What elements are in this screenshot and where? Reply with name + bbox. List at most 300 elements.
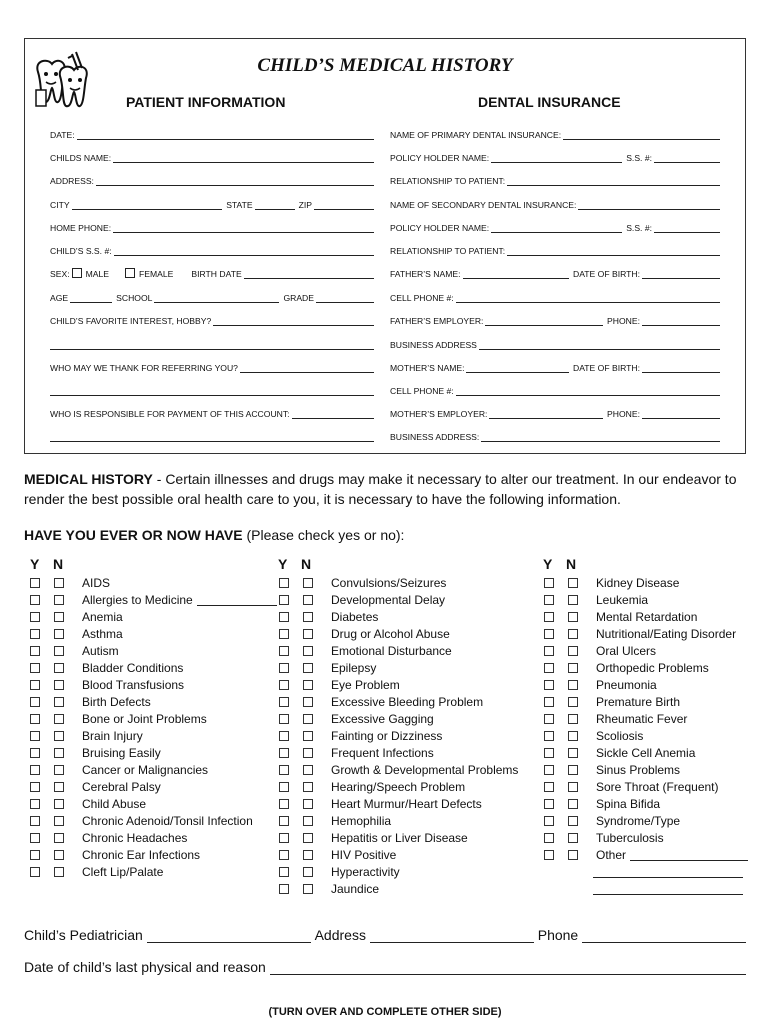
city-label: CITY [50,200,70,210]
condition-label: Chronic Ear Infections [82,847,201,862]
condition-item [544,642,748,659]
condition-item [30,608,277,625]
fathers-employer-field[interactable] [390,312,724,326]
phone-label: PHONE: [607,316,640,326]
fathers-name-field[interactable] [390,265,724,279]
yes-checkbox[interactable] [544,697,554,707]
condition-label: Bone or Joint Problems [82,711,207,726]
no-checkbox[interactable] [303,629,313,639]
no-checkbox[interactable] [54,867,64,877]
condition-item [544,676,748,693]
cell-label: CELL PHONE #: [390,293,454,303]
no-checkbox[interactable] [54,850,64,860]
business-address-label: BUSINESS ADDRESS: [390,432,480,442]
no-checkbox[interactable] [303,646,313,656]
condition-item [544,659,748,676]
no-checkbox[interactable] [568,850,578,860]
yes-checkbox[interactable] [544,595,554,605]
no-checkbox[interactable] [303,782,313,792]
condition-label: Asthma [82,626,123,641]
condition-label: Mental Retardation [596,609,698,624]
condition-item [279,812,518,829]
ss-label: S.S. #: [626,153,652,163]
no-checkbox[interactable] [303,748,313,758]
yes-checkbox[interactable] [279,629,289,639]
policy-holder-label: POLICY HOLDER NAME: [390,153,490,163]
no-checkbox[interactable] [303,884,313,894]
condition-label: Diabetes [331,609,379,624]
write-in-line[interactable] [197,594,277,606]
policy-holder-1-field[interactable] [390,149,724,163]
female-checkbox[interactable] [125,268,135,278]
no-checkbox[interactable] [54,782,64,792]
yes-checkbox[interactable] [279,833,289,843]
yn-header-1: Y N [30,556,64,572]
condition-label: Anemia [82,609,123,624]
address-label: Address [314,927,366,943]
condition-label: Fainting or Dizziness [331,728,443,743]
yes-checkbox[interactable] [279,680,289,690]
referring-field[interactable] [50,359,378,373]
no-checkbox[interactable] [568,765,578,775]
no-checkbox[interactable] [568,748,578,758]
no-checkbox[interactable] [568,731,578,741]
yes-checkbox[interactable] [544,799,554,809]
condition-label: HIV Positive [331,847,397,862]
condition-item [279,863,518,880]
no-checkbox[interactable] [568,680,578,690]
yes-checkbox[interactable] [544,782,554,792]
responsible-label: WHO IS RESPONSIBLE FOR PAYMENT OF THIS ACCOUNT: [50,409,290,419]
condition-label: Child Abuse [82,796,147,811]
condition-label: Autism [82,643,119,658]
yes-checkbox[interactable] [279,646,289,656]
yes-checkbox[interactable] [279,867,289,877]
relationship-label: RELATIONSHIP TO PATIENT: [390,176,506,186]
no-checkbox[interactable] [54,578,64,588]
condition-item [279,829,518,846]
interest-field[interactable] [50,312,378,326]
yes-checkbox[interactable] [30,714,40,724]
mothers-employer-label: MOTHER’S EMPLOYER: [390,409,488,419]
childs-ss-field[interactable] [50,242,378,256]
yes-checkbox[interactable] [544,816,554,826]
other-write-in-row[interactable] [544,863,748,880]
yes-checkbox[interactable] [30,816,40,826]
condition-item [279,659,518,676]
condition-label: Sinus Problems [596,762,681,777]
conditions-column-2 [279,574,518,897]
interest-line-2[interactable] [50,336,378,350]
check-question-bold: HAVE YOU EVER OR NOW HAVE [24,527,243,543]
condition-item [544,778,748,795]
conditions-column-1 [30,574,277,880]
condition-item [30,829,277,846]
turn-over-footer: (TURN OVER AND COMPLETE OTHER SIDE) [268,1006,502,1018]
condition-label: AIDS [82,575,111,590]
condition-label: Cerebral Palsy [82,779,161,794]
condition-label: Hearing/Speech Problem [331,779,466,794]
no-checkbox[interactable] [568,595,578,605]
state-label: STATE [226,200,253,210]
responsible-field[interactable] [50,405,378,419]
condition-label: Bladder Conditions [82,660,184,675]
condition-label: Pneumonia [596,677,657,692]
no-checkbox[interactable] [568,629,578,639]
yes-checkbox[interactable] [544,629,554,639]
no-checkbox[interactable] [303,663,313,673]
condition-label: Leukemia [596,592,649,607]
yes-checkbox[interactable] [279,714,289,724]
condition-item [544,812,748,829]
yes-checkbox[interactable] [279,731,289,741]
condition-label: Allergies to Medicine [82,592,193,607]
yes-checkbox[interactable] [30,612,40,622]
age-label: AGE [50,293,69,303]
yes-checkbox[interactable] [30,867,40,877]
pediatrician-address-line[interactable] [370,931,534,943]
condition-item [30,795,277,812]
yes-checkbox[interactable] [544,731,554,741]
yes-checkbox[interactable] [30,646,40,656]
mother-cell-field[interactable] [390,382,724,396]
yes-checkbox[interactable] [30,731,40,741]
home-phone-field[interactable] [50,219,378,233]
condition-item [279,778,518,795]
condition-item [279,880,518,897]
medical-history-intro [24,469,754,509]
write-in-line[interactable] [593,883,743,895]
no-checkbox[interactable] [568,612,578,622]
no-checkbox[interactable] [54,612,64,622]
birth-date-label: BIRTH DATE [191,269,242,279]
ss-label: S.S. #: [626,223,652,233]
no-checkbox[interactable] [54,731,64,741]
yn-header-3: Y N [543,556,577,572]
male-label: MALE [85,269,109,279]
condition-item [544,744,748,761]
mothers-name-label: MOTHER’S NAME: [390,363,465,373]
no-checkbox[interactable] [568,782,578,792]
school-label: SCHOOL [116,293,153,303]
interest-label: CHILD’S FAVORITE INTEREST, HOBBY? [50,316,212,326]
yes-checkbox[interactable] [544,714,554,724]
condition-item [544,693,748,710]
no-checkbox[interactable] [303,731,313,741]
condition-label: Kidney Disease [596,575,680,590]
referring-line-2[interactable] [50,382,378,396]
fathers-employer-label: FATHER’S EMPLOYER: [390,316,484,326]
condition-label: Other [596,847,627,862]
condition-label: Blood Transfusions [82,677,185,692]
childs-ss-label: CHILD’S S.S. #: [50,246,112,256]
last-physical-line[interactable] [270,963,746,975]
home-phone-label: HOME PHONE: [50,223,112,233]
sex-label: SEX: [50,269,70,279]
pediatrician-line[interactable] [147,931,311,943]
patient-info-header: PATIENT INFORMATION [126,94,286,110]
no-checkbox[interactable] [54,816,64,826]
sex-birthdate-field[interactable] [50,265,378,279]
no-checkbox[interactable] [54,663,64,673]
condition-item [30,642,277,659]
mother-dob-label: DATE OF BIRTH: [572,363,640,373]
condition-item [30,710,277,727]
zip-label: ZIP [298,200,312,210]
condition-label: Bruising Easily [82,745,161,760]
other-write-in-row[interactable] [544,880,748,897]
no-checkbox[interactable] [303,816,313,826]
condition-label: Developmental Delay [331,592,446,607]
condition-label: Rheumatic Fever [596,711,688,726]
yes-checkbox[interactable] [30,629,40,639]
yes-checkbox[interactable] [279,884,289,894]
yes-checkbox[interactable] [544,748,554,758]
condition-label: Nutritional/Eating Disorder [596,626,737,641]
medical-history-text: - Certain illnesses and drugs may make it necessary to alter our treatment. In our endeavor to render the best possible oral health care to you, it is necessary to have the following information. [24,471,737,507]
yes-checkbox[interactable] [279,663,289,673]
condition-item [30,574,277,591]
pediatrician-phone-line[interactable] [582,931,746,943]
no-checkbox[interactable] [54,680,64,690]
no-checkbox[interactable] [303,612,313,622]
yes-checkbox[interactable] [279,578,289,588]
condition-label: Sickle Cell Anemia [596,745,696,760]
mother-business-address-field[interactable] [390,428,724,442]
no-checkbox[interactable] [568,833,578,843]
childs-name-field[interactable] [50,149,378,163]
condition-label: Birth Defects [82,694,151,709]
no-checkbox[interactable] [303,833,313,843]
no-checkbox[interactable] [54,799,64,809]
no-checkbox[interactable] [54,765,64,775]
yes-checkbox[interactable] [544,850,554,860]
condition-item [544,846,748,863]
no-checkbox[interactable] [568,799,578,809]
yes-checkbox[interactable] [30,578,40,588]
yes-checkbox[interactable] [30,697,40,707]
condition-item [544,591,748,608]
condition-label: Orthopedic Problems [596,660,709,675]
no-checkbox[interactable] [54,646,64,656]
no-checkbox[interactable] [568,646,578,656]
condition-item [30,846,277,863]
primary-insurance-label: NAME OF PRIMARY DENTAL INSURANCE: [390,130,562,140]
condition-label: Jaundice [331,881,380,896]
condition-label: Epilepsy [331,660,377,675]
yes-checkbox[interactable] [544,663,554,673]
yes-checkbox[interactable] [544,765,554,775]
no-checkbox[interactable] [303,680,313,690]
yes-checkbox[interactable] [279,748,289,758]
condition-label: Syndrome/Type [596,813,681,828]
condition-label: Cancer or Malignancies [82,762,209,777]
condition-item [279,608,518,625]
condition-label: Excessive Gagging [331,711,434,726]
city-state-zip-field[interactable] [50,196,378,210]
condition-item [279,676,518,693]
condition-label: Frequent Infections [331,745,434,760]
condition-item [30,693,277,710]
no-checkbox[interactable] [303,765,313,775]
yes-checkbox[interactable] [30,799,40,809]
yes-checkbox[interactable] [279,850,289,860]
condition-item [279,591,518,608]
condition-item [279,795,518,812]
father-dob-label: DATE OF BIRTH: [572,269,640,279]
yes-checkbox[interactable] [279,612,289,622]
condition-item [30,676,277,693]
condition-item [544,710,748,727]
condition-label: Brain Injury [82,728,143,743]
policy-holder-label: POLICY HOLDER NAME: [390,223,490,233]
mothers-name-field[interactable] [390,359,724,373]
yes-checkbox[interactable] [279,697,289,707]
business-address-label: BUSINESS ADDRESS [390,340,477,350]
mothers-employer-field[interactable] [390,405,724,419]
no-checkbox[interactable] [303,850,313,860]
yes-checkbox[interactable] [279,595,289,605]
female-label: FEMALE [139,269,174,279]
yes-checkbox[interactable] [279,782,289,792]
policy-holder-2-field[interactable] [390,219,724,233]
condition-item [30,659,277,676]
condition-item [279,693,518,710]
age-school-grade-field[interactable] [50,289,378,303]
secondary-insurance-label: NAME OF SECONDARY DENTAL INSURANCE: [390,200,577,210]
condition-item [544,625,748,642]
condition-label: Chronic Adenoid/Tonsil Infection [82,813,253,828]
no-checkbox[interactable] [568,714,578,724]
yes-checkbox[interactable] [30,595,40,605]
condition-label: Premature Birth [596,694,681,709]
no-checkbox[interactable] [54,714,64,724]
yes-checkbox[interactable] [544,833,554,843]
condition-label: Excessive Bleeding Problem [331,694,484,709]
yes-checkbox[interactable] [279,816,289,826]
condition-item [279,761,518,778]
yes-checkbox[interactable] [30,765,40,775]
condition-label: Scoliosis [596,728,644,743]
male-checkbox[interactable] [72,268,82,278]
responsible-line-2[interactable] [50,428,378,442]
condition-label: Growth & Developmental Problems [331,762,519,777]
condition-label: Hyperactivity [331,864,400,879]
father-cell-field[interactable] [390,289,724,303]
no-checkbox[interactable] [303,867,313,877]
condition-label: Hemophilia [331,813,392,828]
condition-item [544,608,748,625]
pediatrician-label: Child’s Pediatrician [24,927,143,943]
no-checkbox[interactable] [303,578,313,588]
condition-item [279,574,518,591]
yes-checkbox[interactable] [30,833,40,843]
yes-checkbox[interactable] [30,850,40,860]
condition-label: Spina Bifida [596,796,661,811]
condition-label: Tuberculosis [596,830,664,845]
referring-label: WHO MAY WE THANK FOR REFERRING YOU? [50,363,238,373]
yes-checkbox[interactable] [30,663,40,673]
condition-label: Chronic Headaches [82,830,188,845]
yes-checkbox[interactable] [279,765,289,775]
condition-label: Convulsions/Seizures [331,575,447,590]
yes-checkbox[interactable] [30,782,40,792]
no-checkbox[interactable] [54,833,64,843]
no-checkbox[interactable] [54,595,64,605]
no-checkbox[interactable] [54,748,64,758]
condition-item [279,642,518,659]
condition-item [544,761,748,778]
father-business-address-field[interactable] [390,336,724,350]
cell-label: CELL PHONE #: [390,386,454,396]
condition-item [544,829,748,846]
relationship-2-field[interactable] [390,242,724,256]
relationship-1-field[interactable] [390,172,724,186]
condition-label: Emotional Disturbance [331,643,452,658]
condition-label: Eye Problem [331,677,400,692]
dental-insurance-header: DENTAL INSURANCE [478,94,621,110]
condition-item [30,744,277,761]
no-checkbox[interactable] [568,578,578,588]
no-checkbox[interactable] [303,595,313,605]
no-checkbox[interactable] [568,816,578,826]
no-checkbox[interactable] [303,714,313,724]
write-in-line[interactable] [630,849,748,861]
condition-label: Hepatitis or Liver Disease [331,830,468,845]
phone-label: Phone [537,927,579,943]
address-field[interactable] [50,172,378,186]
no-checkbox[interactable] [568,697,578,707]
yes-checkbox[interactable] [30,748,40,758]
relationship-label: RELATIONSHIP TO PATIENT: [390,246,506,256]
yes-checkbox[interactable] [30,680,40,690]
check-question [24,525,754,545]
condition-item [544,795,748,812]
yes-checkbox[interactable] [544,646,554,656]
condition-item [279,710,518,727]
condition-item [30,778,277,795]
condition-label: Heart Murmur/Heart Defects [331,796,482,811]
pediatrician-row[interactable] [24,927,746,943]
no-checkbox[interactable] [303,799,313,809]
fathers-name-label: FATHER’S NAME: [390,269,461,279]
yes-checkbox[interactable] [279,799,289,809]
condition-label: Drug or Alcohol Abuse [331,626,450,641]
no-checkbox[interactable] [568,663,578,673]
condition-label: Cleft Lip/Palate [82,864,164,879]
form-title: CHILD’S MEDICAL HISTORY [257,55,513,76]
primary-insurance-field[interactable] [390,126,724,140]
condition-item [30,761,277,778]
condition-item [279,625,518,642]
date-field[interactable] [50,126,378,140]
last-physical-row[interactable] [24,959,746,975]
condition-item [30,863,277,880]
no-checkbox[interactable] [303,697,313,707]
yes-checkbox[interactable] [544,612,554,622]
secondary-insurance-field[interactable] [390,196,724,210]
yes-checkbox[interactable] [544,680,554,690]
childs-name-label: CHILDS NAME: [50,153,112,163]
write-in-line[interactable] [593,866,743,878]
no-checkbox[interactable] [54,697,64,707]
date-label: DATE: [50,130,75,140]
condition-item [279,727,518,744]
grade-label: GRADE [283,293,314,303]
yes-checkbox[interactable] [544,578,554,588]
no-checkbox[interactable] [54,629,64,639]
phone-label: PHONE: [607,409,640,419]
